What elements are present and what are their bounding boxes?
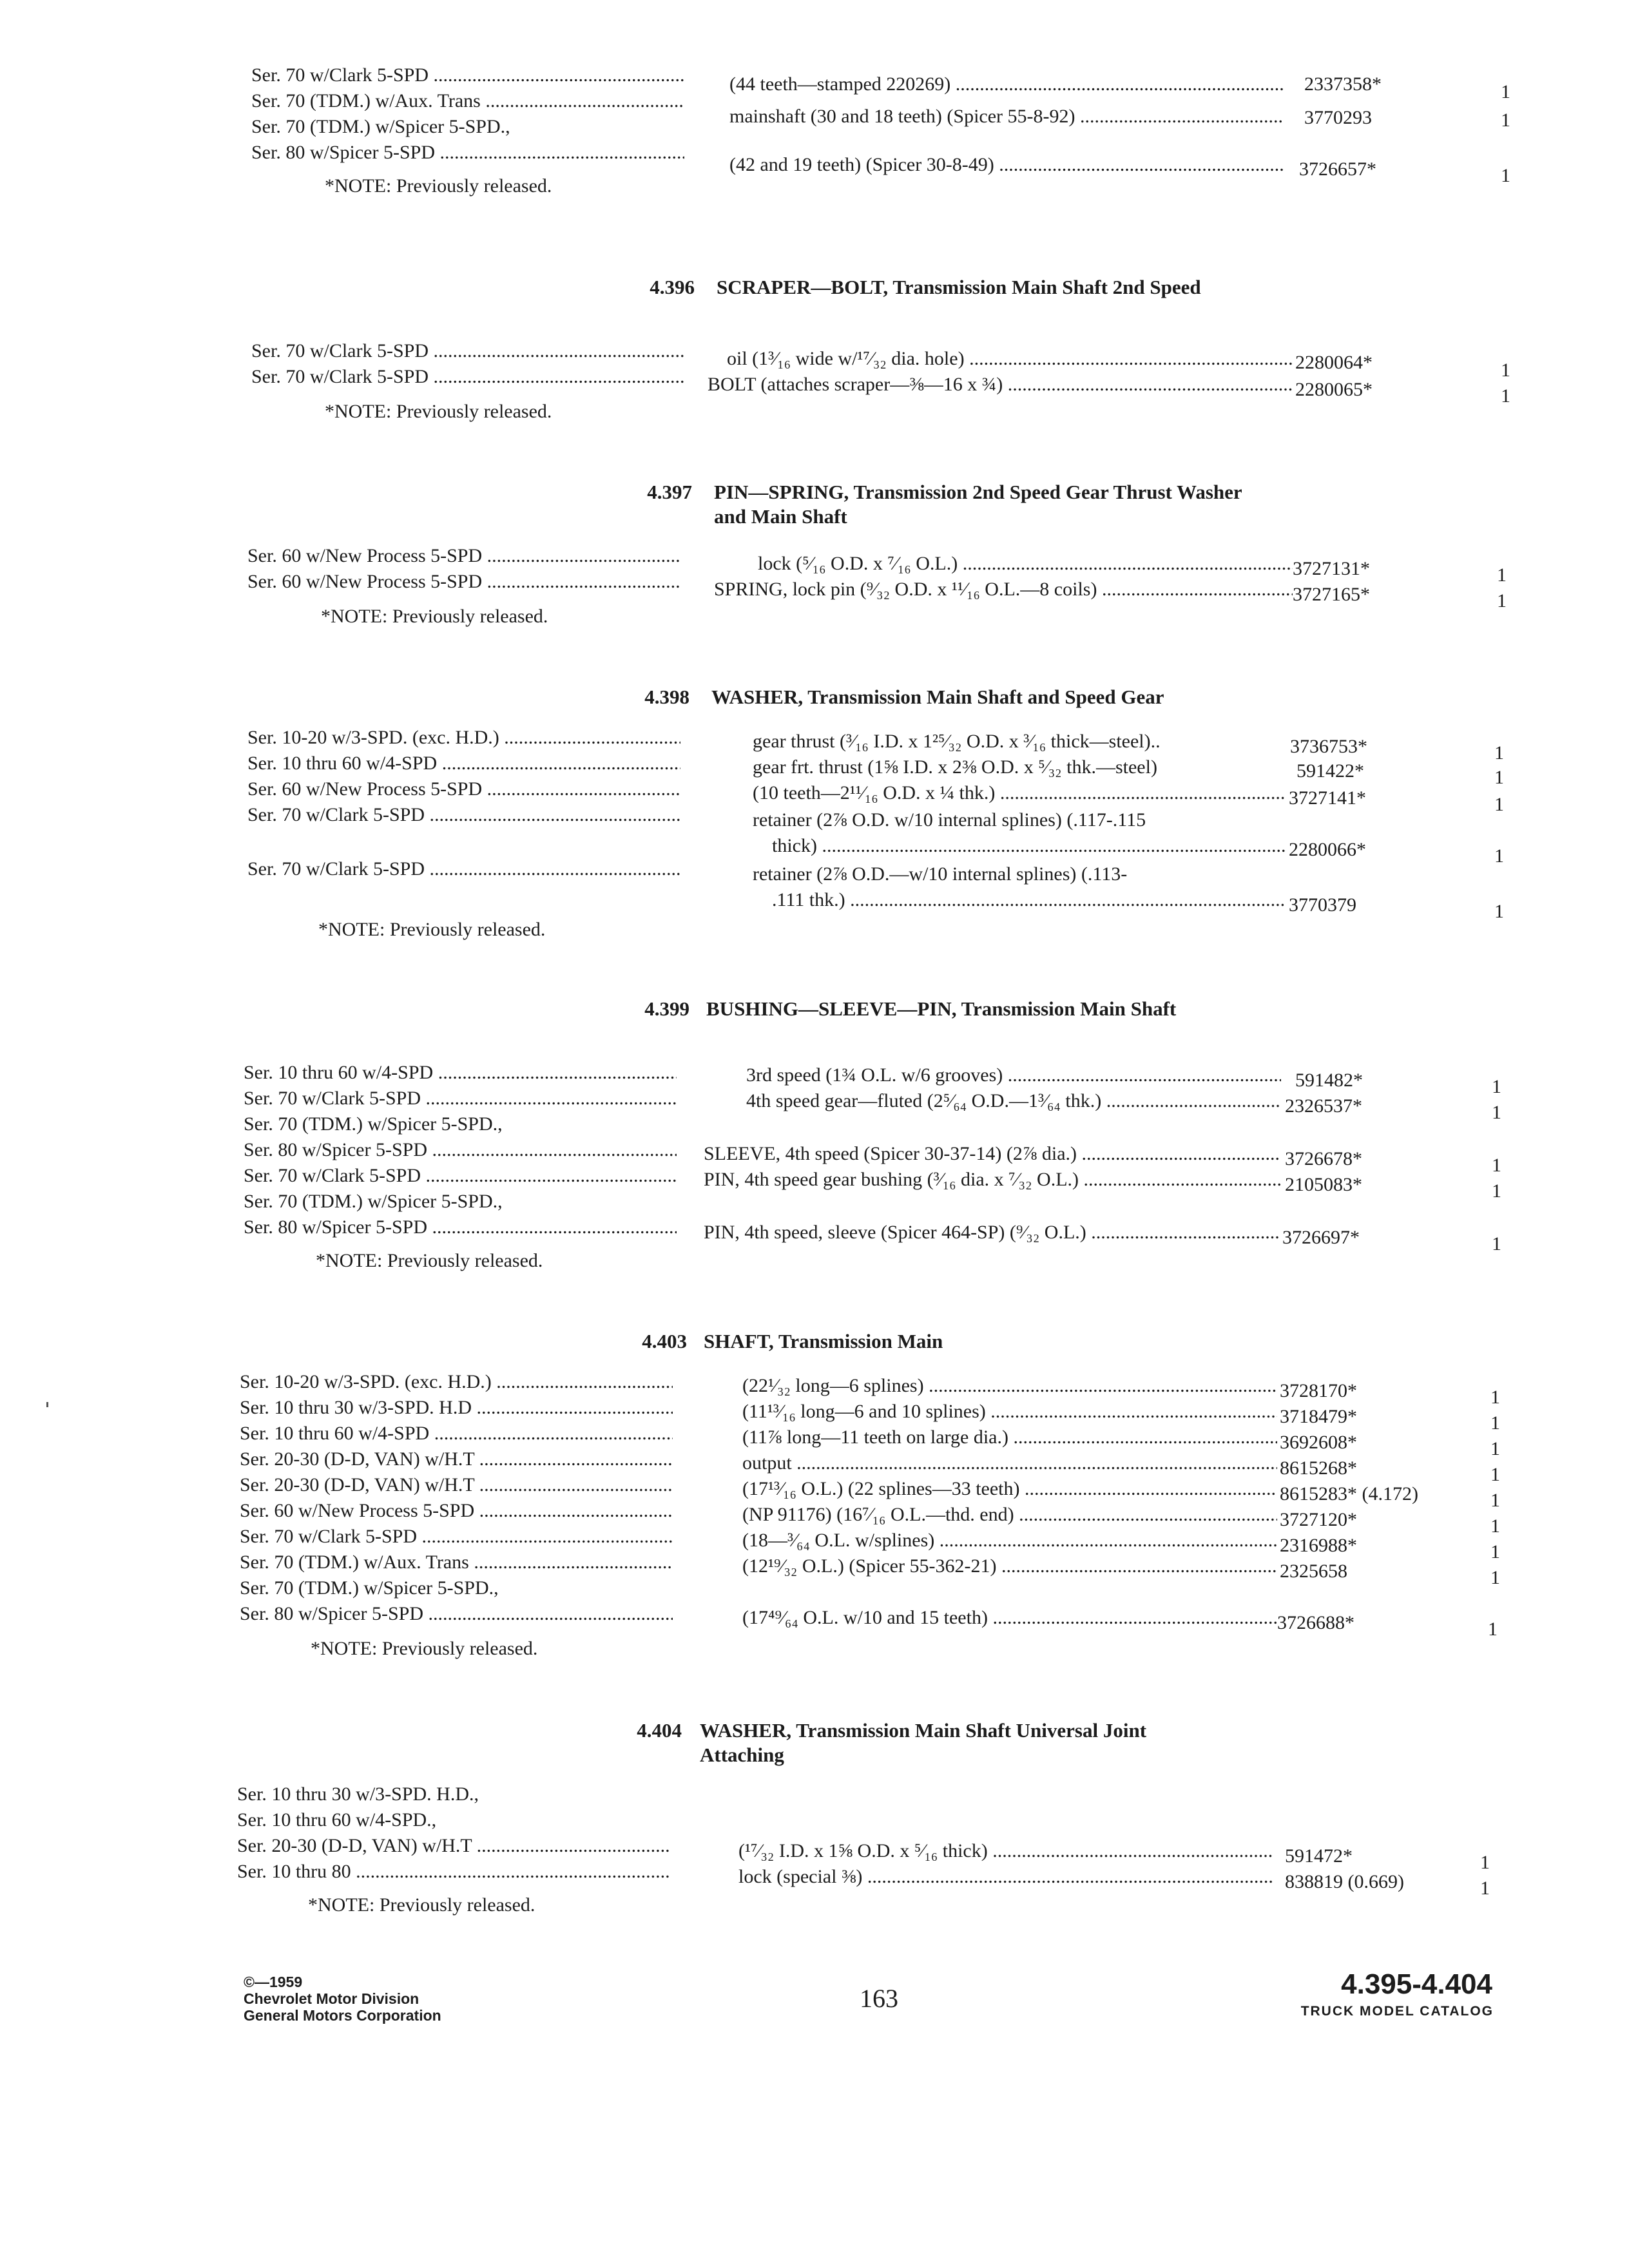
- part-description: gear frt. thrust (1⅝ I.D. x 2⅜ O.D. x ⁵⁄₃₂ thk.—steel): [753, 756, 1157, 778]
- quantity: 1: [1490, 1464, 1500, 1485]
- part-number: 2316988*: [1280, 1535, 1357, 1556]
- application-line: Ser. 70 (TDM.) w/Spicer 5-SPD.,: [240, 1577, 499, 1599]
- application-line: Ser. 70 (TDM.) w/Aux. Trans .....: [240, 1550, 673, 1575]
- part-number: 2326537*: [1285, 1095, 1362, 1117]
- application-line: Ser. 70 w/Clark 5-SPD .....: [240, 1524, 673, 1550]
- copyright-year: ©—1959: [244, 1974, 303, 1990]
- application-line: Ser. 60 w/New Process 5-SPD .....: [247, 569, 680, 595]
- application-line: Ser. 80 w/Spicer 5-SPD .....: [244, 1137, 677, 1163]
- part-number: 3692608*: [1280, 1432, 1357, 1453]
- section-number: 4.403: [642, 1330, 687, 1352]
- section-number: 4.398: [644, 686, 689, 708]
- part-description: (22¹⁄₃₂ long—6 splines) .....: [742, 1373, 1277, 1399]
- page-number: 163: [860, 1984, 898, 2013]
- part-number: 838819 (0.669): [1285, 1871, 1404, 1892]
- part-number: 2280066*: [1289, 839, 1366, 860]
- quantity: 1: [1501, 385, 1510, 407]
- part-number: 3727141*: [1289, 787, 1366, 809]
- application-line: Ser. 60 w/New Process 5-SPD .....: [247, 776, 680, 802]
- quantity: 1: [1492, 1076, 1501, 1097]
- part-description: (10 teeth—2¹¹⁄₁₆ O.D. x ¼ thk.) .....: [753, 780, 1285, 806]
- quantity: 1: [1490, 1438, 1500, 1459]
- application-line: Ser. 70 w/Clark 5-SPD .....: [244, 1163, 677, 1189]
- section-number: 4.404: [637, 1719, 682, 1742]
- quantity: 1: [1494, 845, 1504, 867]
- application-line: Ser. 10 thru 60 w/4-SPD .....: [244, 1060, 677, 1086]
- section-title: PIN—SPRING, Transmission 2nd Speed Gear Thrust Washer and Main Shaft: [714, 481, 1242, 528]
- catalog-name: TRUCK MODEL CATALOG: [1300, 2004, 1494, 2019]
- section-number: 4.397: [647, 481, 692, 503]
- section-number: 4.396: [650, 276, 695, 298]
- part-description: 3rd speed (1¾ O.L. w/6 grooves) .....: [746, 1062, 1281, 1088]
- quantity: 1: [1494, 742, 1504, 764]
- application-line: Ser. 70 w/Clark 5-SPD .....: [244, 1086, 677, 1111]
- quantity: 1: [1490, 1387, 1500, 1408]
- section-title: BUSHING—SLEEVE—PIN, Transmission Main Shaft: [706, 997, 1177, 1020]
- quantity: 1: [1492, 1102, 1501, 1123]
- section-title: SHAFT, Transmission Main: [704, 1330, 943, 1352]
- application-line: Ser. 70 w/Clark 5-SPD .....: [247, 802, 680, 828]
- quantity: 1: [1501, 81, 1510, 102]
- part-number: 591422*: [1296, 760, 1364, 782]
- part-description: (NP 91176) (16⁷⁄₁₆ O.L.—thd. end) .....: [742, 1502, 1277, 1528]
- application-line: Ser. 70 (TDM.) w/Spicer 5-SPD.,: [244, 1113, 503, 1135]
- application-line: Ser. 70 (TDM.) w/Aux. Trans .....: [251, 88, 684, 114]
- quantity: 1: [1494, 767, 1504, 788]
- application-line: Ser. 20-30 (D-D, VAN) w/H.T .....: [240, 1472, 673, 1498]
- part-description: .111 thk.) .....: [772, 887, 1285, 913]
- part-number: 8615268*: [1280, 1457, 1357, 1479]
- part-number: 3726688*: [1277, 1612, 1354, 1633]
- corporation-name: General Motors Corporation: [244, 2007, 441, 2024]
- part-description: retainer (2⅞ O.D.—w/10 internal splines) (.113-: [753, 863, 1128, 885]
- note-text: *NOTE: Previously released.: [325, 401, 552, 422]
- part-number: 3726657*: [1299, 159, 1376, 180]
- application-line: Ser. 70 w/Clark 5-SPD .....: [247, 856, 680, 882]
- scan-mark: [46, 1402, 48, 1407]
- quantity: 1: [1490, 1515, 1500, 1537]
- application-line: Ser. 70 (TDM.) w/Spicer 5-SPD.,: [251, 116, 510, 137]
- quantity: 1: [1494, 794, 1504, 815]
- application-line: Ser. 70 w/Clark 5-SPD .....: [251, 364, 684, 390]
- application-line: Ser. 10 thru 80 .....: [237, 1859, 670, 1885]
- part-number: 2280065*: [1295, 379, 1373, 400]
- part-description: gear thrust (³⁄₁₆ I.D. x 1²⁵⁄₃₂ O.D. x ³⁄₁₆ thick—steel)..: [753, 731, 1161, 752]
- part-number: 3727120*: [1280, 1509, 1357, 1530]
- quantity: 1: [1480, 1878, 1490, 1899]
- part-description: oil (1³⁄₁₆ wide w/¹⁷⁄₃₂ dia. hole) .....: [727, 346, 1294, 372]
- quantity: 1: [1501, 110, 1510, 131]
- application-line: Ser. 70 w/Clark 5-SPD .....: [251, 62, 684, 88]
- part-number: 3770293: [1304, 107, 1372, 128]
- copyright-block: [244, 1974, 441, 2024]
- quantity: 1: [1492, 1155, 1501, 1176]
- part-description: lock (special ⅜) .....: [738, 1864, 1273, 1890]
- part-description: (17¹³⁄₁₆ O.L.) (22 splines—33 teeth) .....: [742, 1476, 1277, 1502]
- part-description: thick) .....: [772, 833, 1285, 859]
- part-description: SPRING, lock pin (⁹⁄₃₂ O.D. x ¹¹⁄₁₆ O.L.—8 coils) .....: [714, 577, 1293, 602]
- quantity: 1: [1497, 564, 1507, 586]
- part-description: (12¹⁹⁄₃₂ O.L.) (Spicer 55-362-21) .....: [742, 1553, 1277, 1579]
- part-number: 2325658: [1280, 1561, 1347, 1582]
- part-number: 3770379: [1289, 894, 1356, 916]
- application-line: Ser. 70 w/Clark 5-SPD .....: [251, 338, 684, 364]
- part-number: 3726697*: [1282, 1227, 1360, 1248]
- division-name: Chevrolet Motor Division: [244, 1990, 419, 2007]
- application-line: Ser. 10 thru 30 w/3-SPD. H.D.,: [237, 1783, 479, 1805]
- quantity: 1: [1490, 1490, 1500, 1511]
- quantity: 1: [1490, 1567, 1500, 1588]
- part-description: (¹⁷⁄₃₂ I.D. x 1⅝ O.D. x ⁵⁄₁₆ thick) .....: [738, 1838, 1273, 1864]
- part-number: 8615283* (4.172): [1280, 1483, 1418, 1504]
- part-number: 3728170*: [1280, 1380, 1357, 1401]
- application-line: Ser. 10 thru 60 w/4-SPD .....: [247, 751, 680, 776]
- application-line: Ser. 20-30 (D-D, VAN) w/H.T .....: [237, 1833, 670, 1859]
- quantity: 1: [1492, 1233, 1501, 1254]
- application-line: Ser. 10-20 w/3-SPD. (exc. H.D.) .....: [240, 1369, 673, 1395]
- part-description: (18—³⁄₆₄ O.L. w/splines) .....: [742, 1528, 1277, 1553]
- part-number: 3726678*: [1285, 1148, 1362, 1169]
- application-line: Ser. 10 thru 60 w/4-SPD.,: [237, 1809, 437, 1831]
- part-description: (17⁴⁹⁄₆₄ O.L. w/10 and 15 teeth) .....: [742, 1605, 1277, 1631]
- part-description: (42 and 19 teeth) (Spicer 30-8-49) .....: [729, 152, 1284, 178]
- part-description: PIN, 4th speed gear bushing (³⁄₁₆ dia. x ⁷⁄₃₂ O.L.) .....: [704, 1167, 1281, 1193]
- quantity: 1: [1488, 1619, 1498, 1640]
- part-number: 3727165*: [1293, 584, 1370, 605]
- part-description: retainer (2⅞ O.D. w/10 internal splines) (.117-.115: [753, 809, 1146, 831]
- part-description: (11¹³⁄₁₆ long—6 and 10 splines) .....: [742, 1399, 1277, 1425]
- part-description: (11⅞ long—11 teeth on large dia.) .....: [742, 1425, 1277, 1450]
- application-line: Ser. 60 w/New Process 5-SPD .....: [240, 1498, 673, 1524]
- note-text: *NOTE: Previously released.: [325, 175, 552, 197]
- application-line: Ser. 20-30 (D-D, VAN) w/H.T .....: [240, 1446, 673, 1472]
- quantity: 1: [1480, 1852, 1490, 1873]
- quantity: 1: [1490, 1412, 1500, 1434]
- application-line: Ser. 80 w/Spicer 5-SPD .....: [240, 1601, 673, 1627]
- application-line: Ser. 60 w/New Process 5-SPD .....: [247, 543, 680, 569]
- part-description: BOLT (attaches scraper—⅜—16 x ¾) .....: [708, 372, 1294, 398]
- note-text: *NOTE: Previously released.: [318, 919, 546, 940]
- part-number: 3736753*: [1290, 736, 1367, 757]
- note-text: *NOTE: Previously released.: [308, 1894, 535, 1916]
- quantity: 1: [1501, 165, 1510, 186]
- part-description: PIN, 4th speed, sleeve (Spicer 464-SP) (⁹⁄₃₂ O.L.) .....: [704, 1220, 1278, 1245]
- section-number: 4.399: [644, 997, 689, 1020]
- note-text: *NOTE: Previously released.: [311, 1638, 538, 1659]
- section-title: WASHER, Transmission Main Shaft Universal Joint Attaching: [700, 1719, 1147, 1766]
- note-text: *NOTE: Previously released.: [321, 606, 548, 627]
- quantity: 1: [1497, 590, 1507, 611]
- part-number: 2105083*: [1285, 1174, 1362, 1195]
- quantity: 1: [1494, 901, 1504, 922]
- part-number: 2280064*: [1295, 352, 1373, 373]
- application-line: Ser. 10 thru 30 w/3-SPD. H.D .....: [240, 1395, 673, 1421]
- part-number: 3727131*: [1293, 558, 1370, 579]
- part-number: 591472*: [1285, 1845, 1353, 1867]
- part-description: (44 teeth—stamped 220269) .....: [729, 72, 1284, 97]
- section-title: SCRAPER—BOLT, Transmission Main Shaft 2nd Speed: [717, 276, 1201, 298]
- quantity: 1: [1501, 360, 1510, 381]
- part-number: 2337358*: [1304, 73, 1382, 95]
- quantity: 1: [1492, 1180, 1501, 1202]
- part-description: mainshaft (30 and 18 teeth) (Spicer 55-8-92) .....: [729, 104, 1284, 130]
- part-number: 3718479*: [1280, 1406, 1357, 1427]
- part-description: lock (⁵⁄₁₆ O.D. x ⁷⁄₁₆ O.L.) .....: [758, 551, 1293, 577]
- page-range: 4.395-4.404: [1341, 1968, 1492, 2000]
- part-description: output .....: [742, 1450, 1277, 1476]
- application-line: Ser. 10 thru 60 w/4-SPD .....: [240, 1421, 673, 1446]
- application-line: Ser. 10-20 w/3-SPD. (exc. H.D.) .....: [247, 725, 680, 751]
- part-number: 591482*: [1295, 1070, 1363, 1091]
- application-line: Ser. 80 w/Spicer 5-SPD .....: [251, 140, 684, 166]
- part-description: 4th speed gear—fluted (2⁵⁄₆₄ O.D.—1³⁄₆₄ thk.) .....: [746, 1088, 1281, 1114]
- application-line: Ser. 80 w/Spicer 5-SPD .....: [244, 1215, 677, 1240]
- section-title: WASHER, Transmission Main Shaft and Speed Gear: [711, 686, 1164, 708]
- quantity: 1: [1490, 1541, 1500, 1562]
- part-description: SLEEVE, 4th speed (Spicer 30-37-14) (2⅞ dia.) .....: [704, 1141, 1281, 1167]
- note-text: *NOTE: Previously released.: [316, 1250, 543, 1271]
- application-line: Ser. 70 (TDM.) w/Spicer 5-SPD.,: [244, 1191, 503, 1212]
